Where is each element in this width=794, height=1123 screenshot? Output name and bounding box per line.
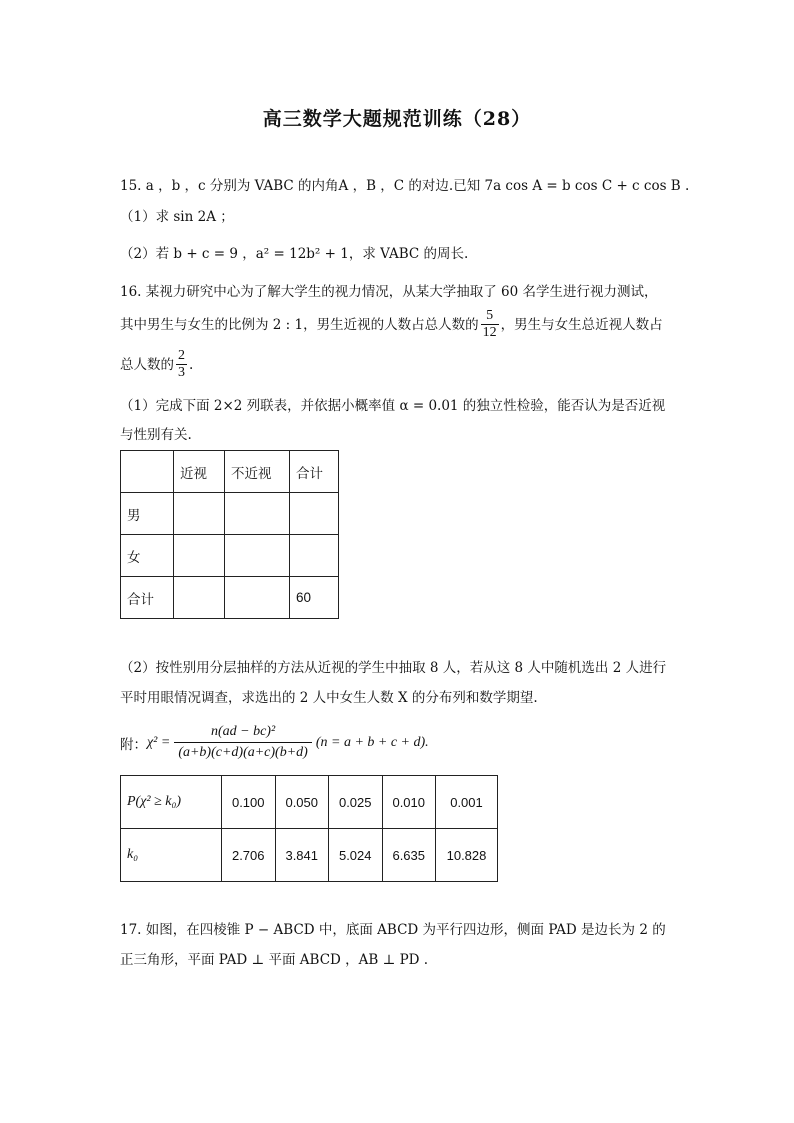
q16-line3-post: .	[189, 356, 194, 373]
q16-part1-line1: （1）完成下面 2×2 列联表，并依据小概率值 α = 0.01 的独立性检验，能否认为是否近视	[120, 398, 666, 414]
table-cell: 6.635	[382, 829, 436, 882]
table-cell: 不近视	[225, 451, 290, 493]
table-cell: 女	[121, 535, 174, 577]
table-cell	[225, 493, 290, 535]
table-row	[121, 577, 339, 619]
table-cell: 60	[290, 577, 339, 619]
q17-stem-line2: 正三角形，平面 PAD ⊥ 平面 ABCD ，AB ⊥ PD .	[120, 952, 429, 968]
table-cell: 合计	[290, 451, 339, 493]
table-cell: 5.024	[329, 829, 383, 882]
table-cell: 3.841	[275, 829, 329, 882]
fraction-denominator: 3	[178, 365, 185, 380]
table-cell	[174, 577, 225, 619]
table-cell: 0.025	[329, 776, 383, 829]
q15-stem: 15. a ，b ，c 分别为 VABC 的内角A ，B ，C 的对边.已知 7a cos A = b cos C + c cos B .	[120, 178, 690, 194]
table-row-header: k₀	[121, 829, 222, 882]
table-cell: 合计	[121, 577, 174, 619]
table-cell: 0.050	[275, 776, 329, 829]
formula-lhs: χ² =	[147, 734, 171, 750]
q16-line3-pre: 总人数的	[120, 356, 174, 373]
q17-stem-line1: 17. 如图，在四棱锥 P − ABCD 中，底面 ABCD 为平行四边形，侧面 PAD 是边长为 2 的	[120, 922, 666, 938]
table-row-header: P(χ² ≥ k₀)	[121, 776, 222, 829]
q16-part1-line2: 与性别有关.	[120, 427, 192, 443]
formula-denominator: (a+b)(c+d)(a+c)(b+d)	[178, 745, 308, 760]
q16-stem-line2	[120, 308, 663, 341]
fraction-denominator: 12	[482, 325, 497, 340]
critical-value-table	[120, 775, 498, 882]
page-title: 高三数学大题规范训练（28）	[262, 108, 532, 130]
table-cell: 10.828	[436, 829, 498, 882]
formula-fraction	[174, 722, 312, 763]
table-row	[121, 535, 339, 577]
q16-line2-post: ，男生与女生总近视人数占	[500, 316, 663, 333]
q16-stem-line3	[120, 348, 193, 381]
table-cell: 0.001	[436, 776, 498, 829]
contingency-table	[120, 450, 339, 619]
table-row	[121, 776, 498, 829]
table-cell: 0.100	[222, 776, 276, 829]
q16-stem-line1: 16. 某视力研究中心为了解大学生的视力情况，从某大学抽取了 60 名学生进行视力测试，	[120, 284, 658, 300]
table-cell	[225, 535, 290, 577]
fraction-numerator: 2	[178, 348, 185, 363]
table-cell	[121, 451, 174, 493]
fraction-numerator: 5	[481, 308, 499, 325]
table-row	[121, 493, 339, 535]
table-cell	[174, 535, 225, 577]
q16-part2-line1: （2）按性别用分层抽样的方法从近视的学生中抽取 8 人，若从这 8 人中随机选出 2 人进行	[120, 660, 667, 676]
table-cell	[225, 577, 290, 619]
fraction-2-3	[176, 348, 187, 381]
table-cell	[290, 493, 339, 535]
chi-square-formula	[120, 722, 429, 763]
formula-numerator: n(ad − bc)²	[174, 722, 312, 743]
table-cell: 2.706	[222, 829, 276, 882]
table-cell: 近视	[174, 451, 225, 493]
formula-tail: (n = a + b + c + d).	[315, 734, 429, 750]
table-row	[121, 829, 498, 882]
q16-part2-line2: 平时用眼情况调查，求选出的 2 人中女生人数 X 的分布列和数学期望.	[120, 690, 538, 706]
table-cell	[290, 535, 339, 577]
table-cell: 男	[121, 493, 174, 535]
table-cell: 0.010	[382, 776, 436, 829]
table-header-row	[121, 451, 339, 493]
q16-line2-pre: 其中男生与女生的比例为 2 : 1，男生近视的人数占总人数的	[120, 316, 479, 333]
fraction-5-12	[481, 308, 499, 341]
table-cell	[174, 493, 225, 535]
q15-part1: （1）求 sin 2A ；	[120, 209, 234, 225]
appendix-label: 附：	[120, 736, 147, 753]
q15-part2: （2）若 b + c = 9 ，a² = 12b² + 1，求 VABC 的周长.	[120, 246, 469, 262]
